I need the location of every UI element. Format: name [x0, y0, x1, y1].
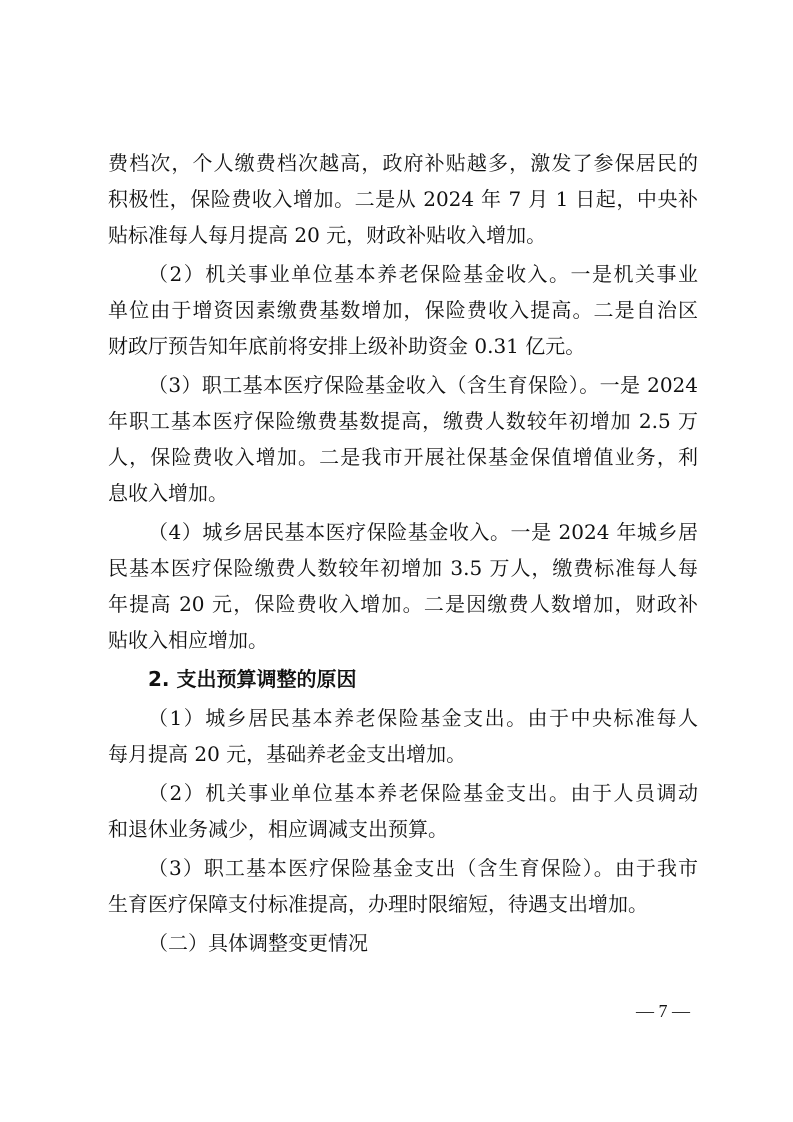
paragraph-line: （3）职工基本医疗保险基金支出（含生育保险）。由于我市: [148, 856, 698, 880]
paragraph-line: 和退休业务减少，相应调减支出预算。: [108, 817, 448, 841]
subsection-heading: （二）具体调整变更情况: [148, 931, 368, 955]
paragraph-line: 民基本医疗保险缴费人数较年初增加 3.5 万人，缴费标准每人每: [108, 556, 698, 580]
paragraph-line: 财政厅预告知年底前将安排上级补助资金 0.31 亿元。: [108, 334, 586, 358]
paragraph-line: 单位由于增资因素缴费基数增加，保险费收入提高。二是自治区: [108, 298, 698, 322]
paragraph-line: （3）职工基本医疗保险基金收入（含生育保险）。一是 2024: [148, 373, 698, 397]
paragraph-line: 息收入增加。: [108, 481, 228, 505]
paragraph-line: （2）机关事业单位基本养老保险基金收入。一是机关事业: [148, 262, 698, 286]
section-heading: 2. 支出预算调整的原因: [148, 667, 357, 691]
paragraph-line: （1）城乡居民基本养老保险基金支出。由于中央标准每人: [148, 706, 698, 730]
paragraph-line: （2）机关事业单位基本养老保险基金支出。由于人员调动: [148, 781, 698, 805]
paragraph-line: （4）城乡居民基本医疗保险基金收入。一是 2024 年城乡居: [148, 520, 698, 544]
paragraph-line: 年提高 20 元，保险费收入增加。二是因缴费人数增加，财政补: [108, 592, 698, 616]
paragraph-line: 人，保险费收入增加。二是我市开展社保基金保值增值业务，利: [108, 445, 698, 469]
paragraph-line: 费档次，个人缴费档次越高，政府补贴越多，激发了参保居民的: [108, 151, 698, 175]
paragraph-line: 贴收入相应增加。: [108, 628, 268, 652]
paragraph-line: 生育医疗保障支付标准提高，办理时限缩短，待遇支出增加。: [108, 892, 648, 916]
paragraph-line: 积极性，保险费收入增加。二是从 2024 年 7 月 1 日起，中央补: [108, 187, 698, 211]
page-number: — 7 —: [636, 1001, 690, 1021]
paragraph-line: 贴标准每人每月提高 20 元，财政补贴收入增加。: [108, 223, 547, 247]
paragraph-line: 年职工基本医疗保险缴费基数提高，缴费人数较年初增加 2.5 万: [108, 409, 698, 433]
paragraph-line: 每月提高 20 元，基础养老金支出增加。: [108, 742, 467, 766]
